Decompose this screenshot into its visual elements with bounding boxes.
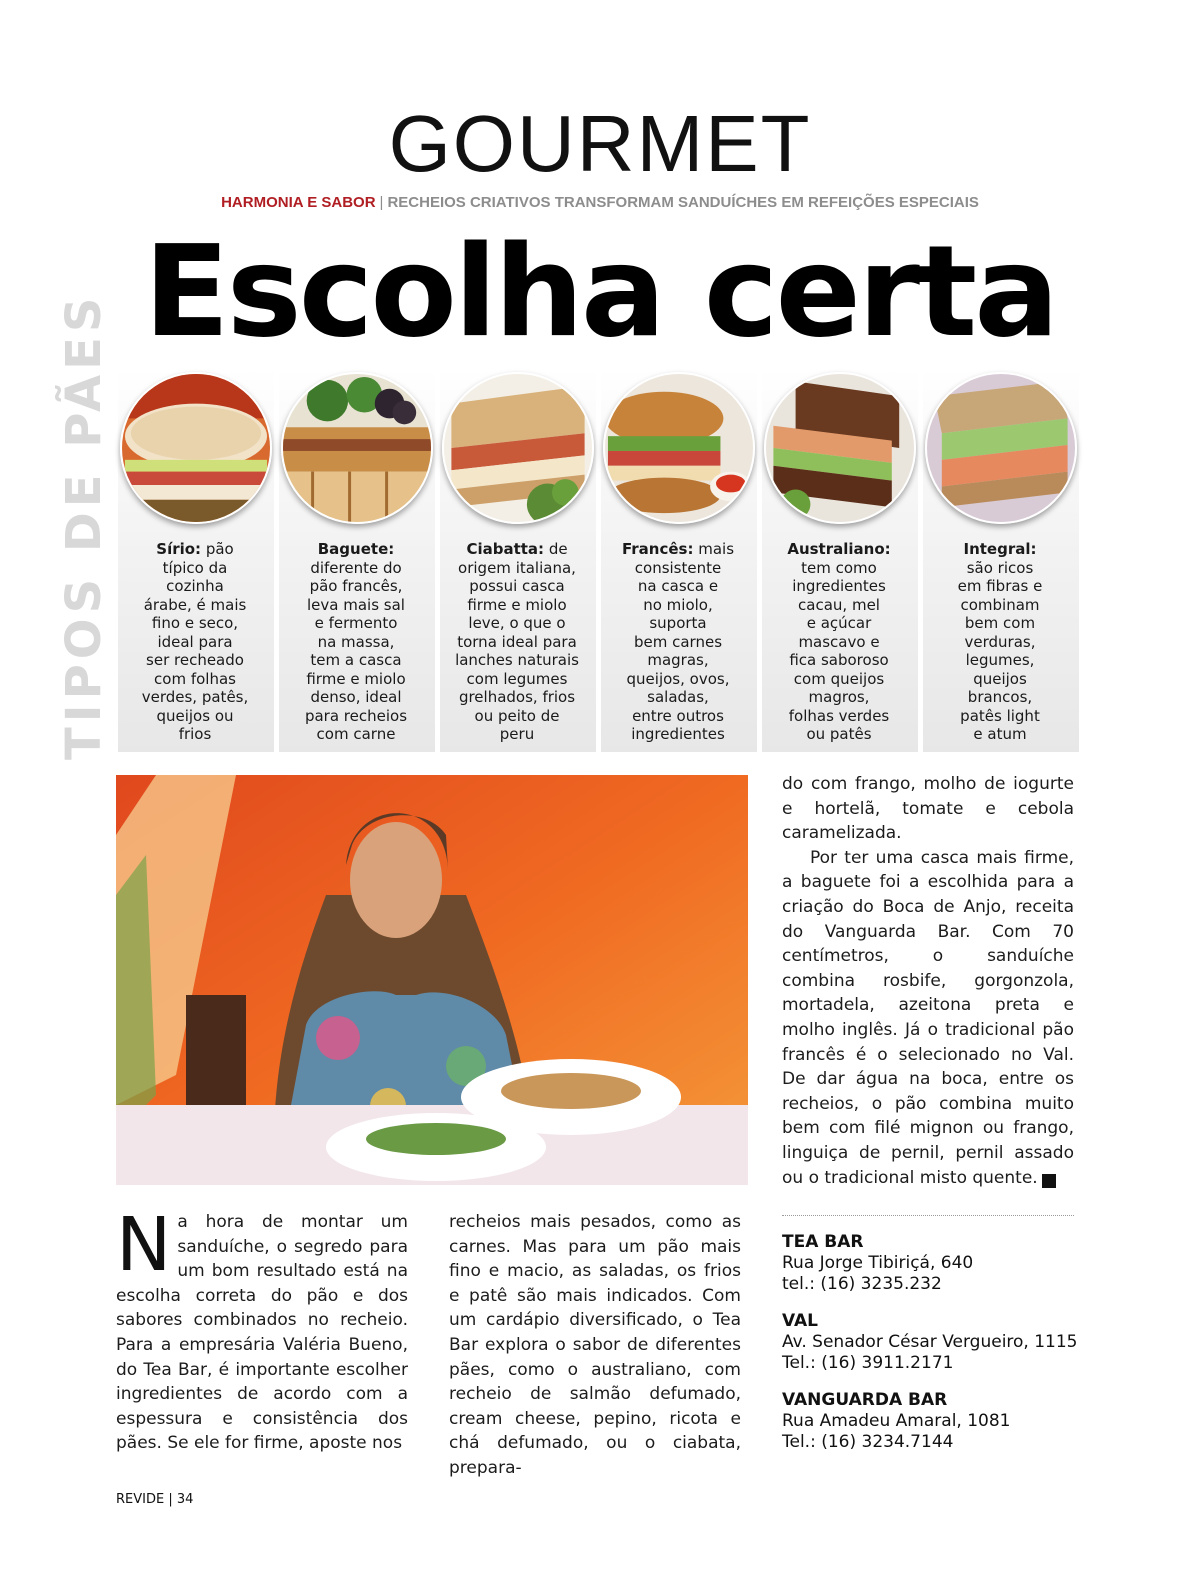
side-label: TIPOS DE PÃES	[56, 292, 112, 760]
desc-line: com carne	[316, 725, 396, 743]
desc-line: grelhados, frios	[458, 688, 576, 706]
bread-card-sirio	[118, 368, 274, 752]
contact-phone: Tel.: (16) 3234.7144	[782, 1431, 954, 1452]
body-text-col1: a hora de montar um sanduíche, o segredo para um bom resultado está na escolha correta do pão e dos sabores combinados no recheio. Para a empresária Valéria Bueno, do Tea Bar, é importante escolher ingredientes de acordo com a espessura e consistência dos pães. Se ele for firme, aposte nos	[116, 1212, 408, 1454]
feature-photo	[116, 775, 748, 1185]
contacts-box	[782, 1232, 1082, 1469]
desc-line: na massa,	[317, 632, 395, 651]
kicker-dek: RECHEIOS CRIATIVOS TRANSFORMAM SANDUÍCHES EM REFEIÇÕES ESPECIAIS	[387, 194, 979, 211]
contact-name: VANGUARDA BAR	[782, 1390, 948, 1410]
desc-line: bem com	[964, 614, 1036, 632]
desc-line: pão francês,	[309, 577, 403, 595]
desc-line: para recheios	[304, 706, 408, 725]
pita-sandwich-image	[122, 374, 270, 522]
desc-line: leve, o que o	[468, 614, 566, 632]
desc-line: patês light	[960, 706, 1040, 725]
desc-line: tem a casca	[310, 651, 402, 669]
body-column-1	[116, 1202, 408, 1456]
section-title: GOURMET	[388, 99, 812, 188]
desc-line: cozinha	[166, 577, 224, 595]
desc-line: ideal para	[157, 632, 233, 651]
desc-line: ser recheado	[146, 651, 244, 669]
kicker	[0, 194, 1200, 212]
bread-desc-sirio	[118, 540, 272, 744]
bread-card-frances	[601, 368, 757, 752]
body-column-3	[782, 772, 1074, 1190]
desc-line: fica saboroso	[789, 651, 889, 669]
bread-photo-sirio	[120, 372, 272, 524]
desc-line: no miolo,	[643, 595, 713, 614]
contact-address: Av. Senador César Vergueiro, 1115	[782, 1332, 1078, 1352]
bread-photo-australiano	[764, 372, 916, 524]
desc-line: frios	[178, 725, 212, 743]
bread-name: Francês:	[621, 540, 694, 558]
bread-desc-ciabatta	[440, 540, 594, 744]
desc-line: firme e miolo	[306, 669, 406, 688]
desc-line: firme e miolo	[467, 595, 567, 614]
desc-line: magras,	[647, 651, 709, 669]
bread-desc-integral	[923, 540, 1077, 744]
desc-line: bem carnes	[633, 632, 723, 651]
desc-line: peru	[499, 725, 535, 743]
desc-line: legumes,	[965, 651, 1035, 669]
desc-line: diferente do	[310, 558, 402, 577]
desc-line: ou patês	[806, 725, 872, 743]
contact-name: VAL	[782, 1311, 818, 1331]
contact-address: Rua Amadeu Amaral, 1081	[782, 1411, 1011, 1431]
body-text-col2: recheios mais pesados, como as carnes. Mas para um pão mais fino e macio, as saladas, os frios e patê são mais indicados. Com um cardápio diversificado, o Tea Bar explora o sabor de diferentes pães, como o australiano, com recheio de salmão defumado, cream cheese, pepino, ricota e chá defumado, ou o ciabata, prepara-	[449, 1212, 741, 1478]
drop-cap: N	[116, 1202, 172, 1288]
desc-line: lanches naturais	[455, 651, 579, 669]
desc-line: ingredientes	[631, 725, 725, 743]
body-column-2	[449, 1210, 741, 1481]
bread-name: Sírio:	[156, 540, 202, 558]
contact-phone: tel.: (16) 3235.232	[782, 1273, 942, 1294]
french-bread-sandwich-image	[605, 374, 753, 522]
bread-desc-australiano	[762, 540, 916, 744]
desc-line: combinam	[960, 595, 1040, 614]
page-folio: REVIDE | 34	[116, 1492, 194, 1507]
contacts-divider	[782, 1215, 1074, 1216]
desc-line: tem como	[801, 558, 877, 577]
desc-line: em fibras e	[957, 577, 1043, 595]
desc-line: magros,	[808, 688, 870, 706]
desc-line: denso, ideal	[310, 688, 402, 706]
desc-line: folhas verdes	[788, 706, 890, 725]
bread-types	[118, 368, 1078, 752]
desc-line: árabe, é mais	[143, 595, 247, 614]
desc-line: leva mais sal	[307, 595, 405, 614]
headline: Escolha certa	[143, 218, 1057, 365]
contact-vanguarda-bar	[782, 1390, 1082, 1452]
bread-card-integral	[923, 368, 1079, 752]
australian-bread-sandwich-image	[766, 374, 914, 522]
desc-line: com folhas	[154, 669, 236, 688]
bread-name: Australiano:	[787, 540, 891, 558]
desc-line: são ricos	[966, 558, 1034, 577]
desc-line: queijos, ovos,	[626, 669, 730, 688]
desc-line: queijos	[973, 669, 1027, 688]
desc-line: com legumes	[466, 669, 568, 688]
desc-line: ou peito de	[474, 706, 560, 725]
desc-line: de	[548, 540, 568, 558]
bread-name: Integral:	[963, 540, 1037, 558]
desc-line: pão	[205, 540, 234, 558]
desc-line: entre outros	[632, 706, 724, 725]
wholegrain-sandwich-image	[927, 374, 1075, 522]
woman-with-sandwiches-image	[116, 775, 748, 1185]
desc-line: e açúcar	[806, 614, 872, 632]
bread-card-australiano	[762, 368, 918, 752]
bread-card-baguete	[279, 368, 435, 752]
end-mark-icon: r	[1042, 1174, 1056, 1188]
desc-line: queijos ou	[156, 706, 234, 725]
contact-val	[782, 1311, 1082, 1373]
kicker-tag: HARMONIA E SABOR	[221, 194, 376, 211]
bread-desc-frances	[601, 540, 755, 744]
bread-desc-baguete	[279, 540, 433, 744]
bread-name: Ciabatta:	[466, 540, 545, 558]
desc-line: na casca e	[637, 577, 719, 595]
contact-tea-bar	[782, 1232, 1082, 1294]
desc-line: e fermento	[314, 614, 398, 632]
bread-card-ciabatta	[440, 368, 596, 752]
baguette-sandwich-image	[283, 374, 431, 522]
desc-line: e atum	[973, 725, 1027, 743]
body-text-col3-p2: Por ter uma casca mais firme, a baguete foi a escolhida para a criação do Boca de Anjo, receita do Vanguarda Bar. Com 70 centímetros, o sanduíche combina rosbife, gorgonzola, mortadela, azeitona preta e molho inglês. Já o tradicional pão francês é o selecionado no Val. De dar água na boca, entre os recheios, o pão combina muito bem com filé mignon ou frango, linguiça de pernil, pernil assado ou o tradicional misto quente.	[782, 847, 1074, 1188]
bread-photo-frances	[603, 372, 755, 524]
desc-line: torna ideal para	[457, 632, 577, 651]
desc-line: saladas,	[647, 688, 709, 706]
ciabatta-sandwich-image	[444, 374, 592, 522]
desc-line: verduras,	[964, 632, 1036, 651]
contact-address: Rua Jorge Tibiriçá, 640	[782, 1253, 974, 1273]
bread-photo-ciabatta	[442, 372, 594, 524]
desc-line: consistente	[634, 558, 722, 577]
desc-line: brancos,	[967, 688, 1033, 706]
desc-line: verdes, patês,	[141, 688, 249, 706]
kicker-separator: |	[379, 194, 384, 211]
desc-line: mais	[698, 540, 735, 558]
bread-name: Baguete:	[317, 540, 395, 558]
bread-photo-integral	[925, 372, 1077, 524]
body-text-col3-p1: do com frango, molho de iogurte e hortelã, tomate e cebola caramelizada.	[782, 774, 1074, 844]
desc-line: com queijos	[793, 669, 885, 688]
desc-line: mascavo e	[798, 632, 880, 651]
desc-line: típico da	[162, 558, 228, 577]
bread-photo-baguete	[281, 372, 433, 524]
desc-line: possui casca	[469, 577, 565, 595]
desc-line: ingredientes	[792, 577, 886, 595]
contact-name: TEA BAR	[782, 1232, 864, 1252]
desc-line: suporta	[649, 614, 707, 632]
desc-line: cacau, mel	[798, 595, 880, 614]
desc-line: fino e seco,	[151, 614, 239, 632]
desc-line: origem italiana,	[458, 558, 576, 577]
contact-phone: Tel.: (16) 3911.2171	[782, 1352, 954, 1373]
